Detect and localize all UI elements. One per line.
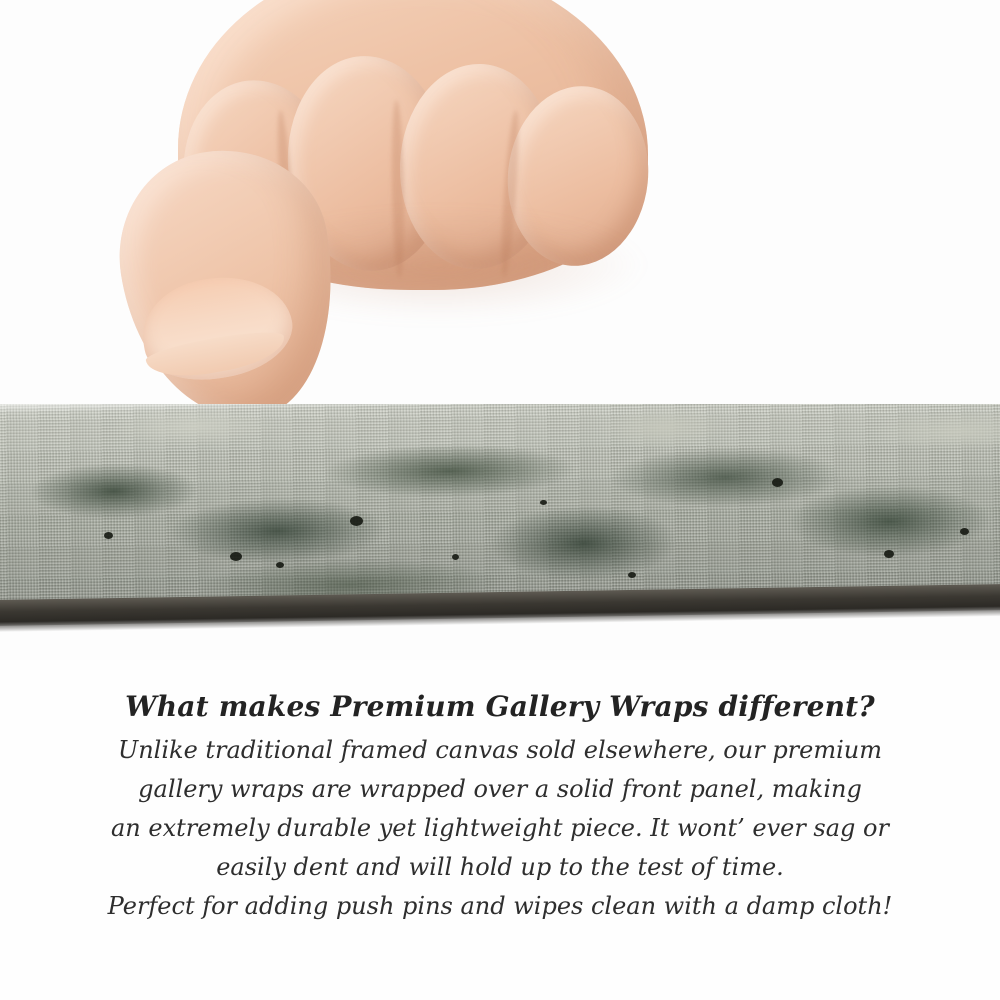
caption-body — [100, 731, 900, 925]
canvas-speck — [452, 554, 459, 560]
canvas-speck — [276, 562, 284, 568]
caption-line: easily dent and will hold up to the test of time. — [216, 852, 784, 881]
caption-line: Unlike traditional framed canvas sold elsewhere, our premium — [117, 736, 882, 764]
canvas-speck — [230, 552, 242, 561]
caption-heading: What makes Premium Gallery Wraps different? — [125, 690, 875, 723]
canvas-speck — [104, 532, 113, 539]
canvas-speck — [628, 572, 636, 578]
canvas-printed-surface — [0, 404, 1000, 616]
caption-line: Perfect for adding push pins and wipes clean with a damp cloth! — [107, 891, 893, 920]
hand-illustration — [118, 0, 678, 430]
canvas-speck — [350, 516, 363, 526]
canvas-speck — [884, 550, 894, 558]
canvas-speck — [960, 528, 969, 535]
caption-line: gallery wraps are wrapped over a solid front panel, making — [138, 774, 862, 803]
caption-block — [0, 690, 1000, 925]
canvas-speck — [772, 478, 783, 487]
canvas-wrap-edge — [0, 404, 1000, 636]
canvas-speck — [540, 500, 547, 505]
caption-line: an extremely durable yet lightweight piece. It wont’ ever sag or — [111, 813, 889, 842]
